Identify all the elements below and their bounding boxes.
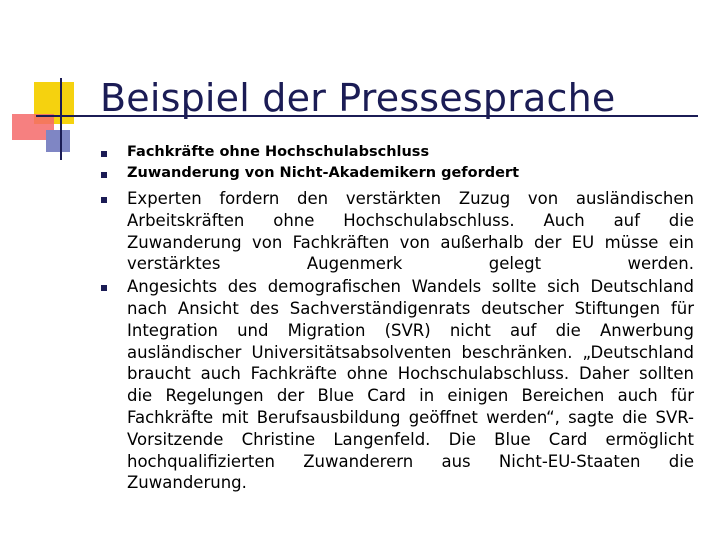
slide-title: Beispiel der Pressesprache [100, 76, 616, 120]
square-bullet-icon [101, 172, 107, 178]
square-bullet-icon [101, 197, 107, 203]
square-bullet-icon [101, 285, 107, 291]
list-item-text: Fachkräfte ohne Hochschulabschluss [127, 144, 430, 160]
list-item-text: Angesichts des demografischen Wandels sollte sich Deutschland nach Ansicht des Sachverständigenrats deutscher Stiftungen für Integration und Migration (SVR) nicht auf die Anwerbung ausländischer Universitätsabsolventen beschränken. „Deutschland braucht auch Fachkräfte ohne Hochschulabschluss. Daher sollten die Regelungen der Blue Card in einigen Bereichen auch für Fachkräfte mit Berufsausbildung geöffnet werden“, sagte die SVR-Vorsitzende Christine Langenfeld. Die Blue Card ermöglicht hochqualifizierten Zuwanderern aus Nicht-EU-Staaten die Zuwanderung. [127, 277, 694, 493]
bullet-list [100, 142, 694, 494]
logo-blue-square [46, 130, 70, 152]
list-item [100, 142, 694, 163]
list-item-text: Experten fordern den verstärkten Zuzug von ausländischen Arbeitskräften ohne Hochschulabschluss. Auch auf die Zuwanderung von Fachkräften von außerhalb der EU müsse ein verstärktes Augenmerk gelegt werden. [127, 189, 694, 274]
decorative-vertical-line [60, 78, 62, 160]
list-item-text: Zuwanderung von Nicht-Akademikern gefordert [127, 165, 520, 181]
square-bullet-icon [101, 151, 107, 157]
list-item [100, 276, 694, 494]
list-item [100, 163, 694, 184]
list-item [100, 188, 694, 275]
